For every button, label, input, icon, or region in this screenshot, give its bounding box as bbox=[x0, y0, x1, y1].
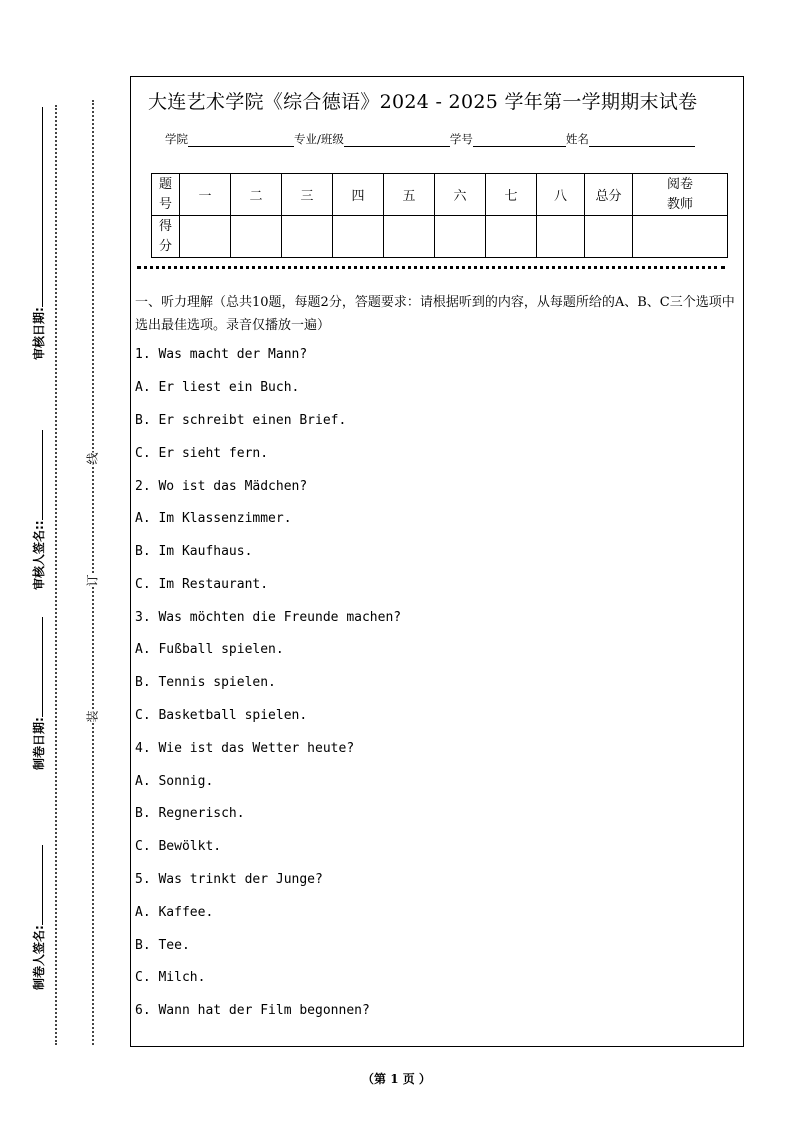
header-cell: 一 bbox=[180, 174, 231, 216]
answer-option: A. Im Klassenzimmer. bbox=[135, 511, 292, 526]
margin-dotted-line-outer bbox=[55, 105, 57, 1045]
name-label: 姓名 bbox=[565, 132, 589, 146]
question-item: 6. Wann hat der Film begonnen? bbox=[135, 1003, 370, 1018]
major-class-input-line[interactable] bbox=[344, 132, 450, 147]
answer-option: A. Fußball spielen. bbox=[135, 642, 284, 657]
maker-signature-line bbox=[32, 845, 43, 925]
margin-dotted-line-inner bbox=[92, 100, 94, 1045]
reviewer-date-line bbox=[32, 107, 43, 307]
question-item: 2. Wo ist das Mädchen? bbox=[135, 479, 308, 494]
major-class-label: 专业/班级 bbox=[294, 132, 344, 146]
score-cell[interactable] bbox=[486, 216, 537, 258]
header-cell: 八 bbox=[537, 174, 585, 216]
answer-option: A. Er liest ein Buch. bbox=[135, 380, 300, 395]
score-cell[interactable] bbox=[333, 216, 384, 258]
score-label: 得 分 bbox=[152, 216, 180, 258]
school-input-line[interactable] bbox=[188, 132, 294, 147]
header-cell: 三 bbox=[282, 174, 333, 216]
exam-title: 大连艺术学院《综合德语》2024 - 2025 学年第一学期期末试卷 bbox=[148, 91, 698, 113]
score-cell[interactable] bbox=[384, 216, 435, 258]
answer-option: B. Tee. bbox=[135, 938, 190, 953]
reviewer-signature-field bbox=[30, 430, 47, 590]
answer-option: B. Im Kaufhaus. bbox=[135, 544, 253, 559]
student-id-label: 学号 bbox=[449, 132, 473, 146]
answer-option: C. Basketball spielen. bbox=[135, 708, 308, 723]
score-cell[interactable] bbox=[180, 216, 231, 258]
header-cell: 六 bbox=[435, 174, 486, 216]
question-number-label: 题 号 bbox=[152, 174, 180, 216]
grader-cell[interactable] bbox=[633, 216, 728, 258]
score-table-header-row bbox=[152, 174, 728, 216]
total-score-cell[interactable] bbox=[585, 216, 633, 258]
question-item: 1. Was macht der Mann? bbox=[135, 347, 308, 362]
maker-signature-label: 制卷人签名: bbox=[32, 925, 46, 990]
binding-bind-char: 装 bbox=[82, 710, 103, 722]
answer-option: C. Er sieht fern. bbox=[135, 446, 269, 461]
header-cell: 五 bbox=[384, 174, 435, 216]
reviewer-date-field bbox=[30, 107, 47, 360]
header-cell: 七 bbox=[486, 174, 537, 216]
reviewer-signature-label: 审核人签名:: bbox=[32, 520, 46, 590]
total-score-header: 总分 bbox=[585, 174, 633, 216]
binding-staple-char: 订 bbox=[82, 574, 103, 586]
student-id-input-line[interactable] bbox=[473, 132, 566, 147]
header-cell: 四 bbox=[333, 174, 384, 216]
maker-date-field bbox=[30, 617, 47, 770]
answer-option: C. Im Restaurant. bbox=[135, 577, 269, 592]
maker-date-line bbox=[32, 617, 43, 717]
reviewer-date-label: 审核日期: bbox=[32, 307, 46, 360]
answer-option: C. Milch. bbox=[135, 970, 206, 985]
header-separator bbox=[137, 266, 725, 269]
question-item: 4. Wie ist das Wetter heute? bbox=[135, 741, 355, 756]
section-1-heading: 一、听力理解（总共10题，每题2分，答题要求：请根据听到的内容，从每题所给的A、B、C三个选项中选出最佳选项。录音仅播放一遍） bbox=[135, 295, 735, 333]
score-table bbox=[151, 173, 728, 258]
maker-date-label: 制卷日期: bbox=[32, 717, 46, 770]
answer-option: B. Regnerisch. bbox=[135, 806, 245, 821]
answer-option: A. Kaffee. bbox=[135, 905, 214, 920]
maker-signature-field bbox=[30, 845, 47, 990]
answer-option: A. Sonnig. bbox=[135, 774, 214, 789]
student-info-row bbox=[165, 131, 695, 147]
answer-option: B. Er schreibt einen Brief. bbox=[135, 413, 347, 428]
reviewer-signature-line bbox=[32, 430, 43, 520]
binding-line-char: 线 bbox=[82, 452, 103, 464]
question-item: 5. Was trinkt der Junge? bbox=[135, 872, 323, 887]
score-table-score-row bbox=[152, 216, 728, 258]
score-cell[interactable] bbox=[435, 216, 486, 258]
score-cell[interactable] bbox=[231, 216, 282, 258]
grader-header: 阅卷 教师 bbox=[633, 174, 728, 216]
header-cell: 二 bbox=[231, 174, 282, 216]
score-cell[interactable] bbox=[537, 216, 585, 258]
page-number: （第 1 页 ） bbox=[362, 1072, 431, 1086]
answer-option: B. Tennis spielen. bbox=[135, 675, 276, 690]
answer-option: C. Bewölkt. bbox=[135, 839, 222, 854]
name-input-line[interactable] bbox=[589, 132, 695, 147]
school-label: 学院 bbox=[165, 132, 188, 146]
question-item: 3. Was möchten die Freunde machen? bbox=[135, 610, 402, 625]
score-cell[interactable] bbox=[282, 216, 333, 258]
